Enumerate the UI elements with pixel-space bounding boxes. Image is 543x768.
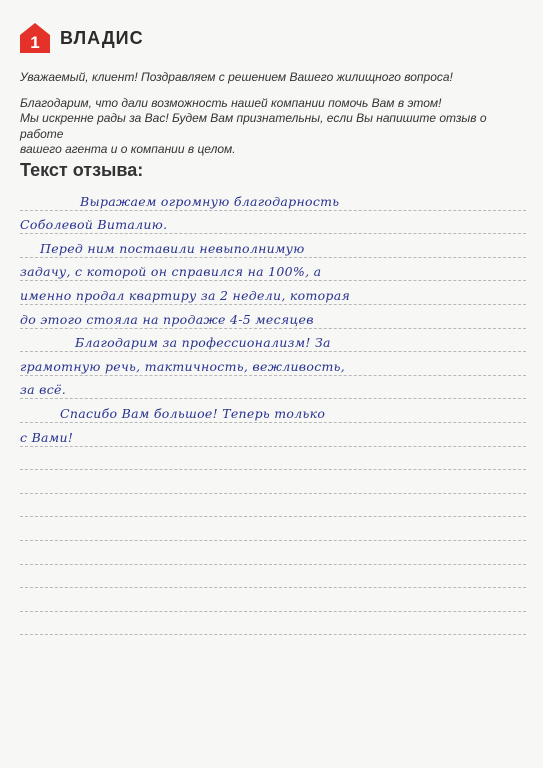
review-line bbox=[20, 423, 526, 447]
review-line bbox=[20, 470, 526, 494]
handwritten-text: Выражаем огромную благодарность bbox=[80, 193, 340, 209]
review-line bbox=[20, 612, 526, 636]
handwritten-text: Перед ним поставили невыполнимую bbox=[40, 240, 305, 256]
handwritten-text: за всё. bbox=[20, 382, 66, 398]
review-line bbox=[20, 281, 526, 305]
review-line bbox=[20, 376, 526, 400]
logo-number: 1 bbox=[30, 33, 40, 52]
review-line bbox=[20, 234, 526, 258]
handwritten-text: Соболевой Виталию. bbox=[20, 217, 168, 233]
review-line bbox=[20, 588, 526, 612]
review-line bbox=[20, 352, 526, 376]
handwritten-text: задачу, с которой он справился на 100%, а bbox=[20, 264, 322, 280]
handwritten-text: Благодарим за профессионализм! За bbox=[75, 335, 331, 351]
review-line bbox=[20, 399, 526, 423]
review-line bbox=[20, 565, 526, 589]
handwritten-text: именно продал квартиру за 2 недели, которая bbox=[20, 287, 351, 303]
thanks-line: Благодарим, что дали возможность нашей компании помочь Вам в этом! bbox=[20, 95, 442, 110]
review-line bbox=[20, 517, 526, 541]
request-line-2: вашего агента и о компании в целом. bbox=[20, 142, 236, 156]
review-title: Текст отзыва: bbox=[20, 160, 144, 180]
greeting-line: Уважаемый, клиент! Поздравляем с решением Вашего жилищного вопроса! bbox=[20, 70, 453, 84]
review-line bbox=[20, 329, 526, 353]
review-line bbox=[20, 211, 526, 235]
brand-name: ВЛАДИС bbox=[60, 27, 144, 48]
house-icon bbox=[18, 21, 52, 55]
intro-text bbox=[20, 70, 520, 158]
handwritten-text: до этого стояла на продаже 4-5 месяцев bbox=[20, 311, 314, 327]
review-line bbox=[20, 541, 526, 565]
header bbox=[18, 20, 144, 56]
review-line bbox=[20, 258, 526, 282]
review-line bbox=[20, 447, 526, 471]
request-line-1: Мы искренне рады за Вас! Будем Вам признательны, если Вы напишите отзыв о работе bbox=[20, 111, 487, 141]
review-lines bbox=[20, 187, 526, 635]
review-line bbox=[20, 494, 526, 518]
handwritten-text: грамотную речь, тактичность, вежливость, bbox=[20, 358, 346, 374]
review-line bbox=[20, 305, 526, 329]
review-line bbox=[20, 187, 526, 211]
handwritten-text: Спасибо Вам большое! Теперь только bbox=[60, 405, 326, 421]
handwritten-text: с Вами! bbox=[20, 429, 74, 445]
